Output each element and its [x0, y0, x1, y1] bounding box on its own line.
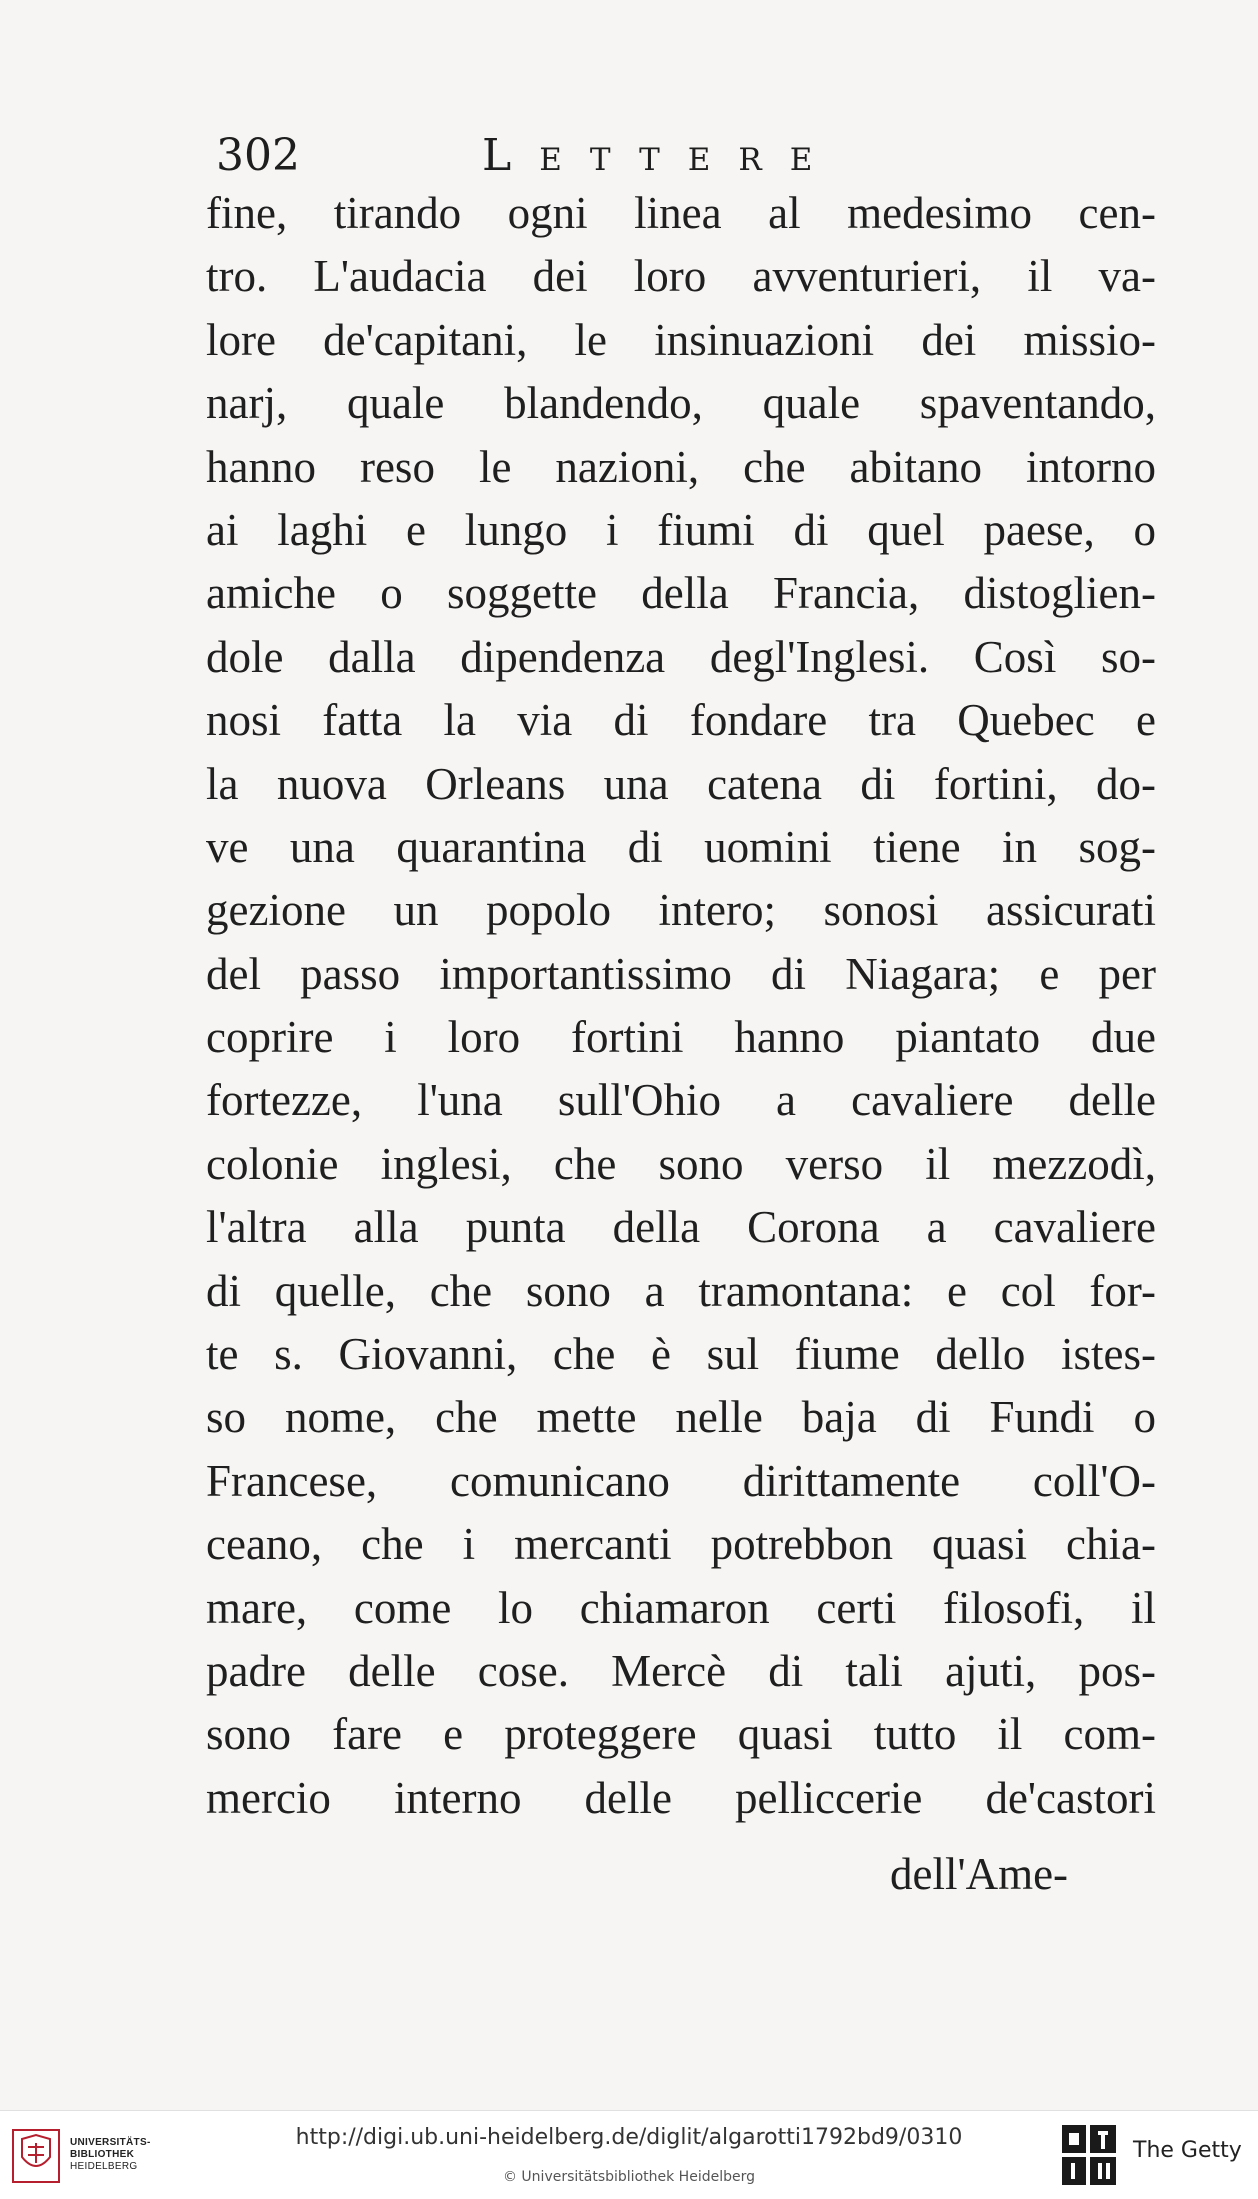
text-line: ceano, che i mercanti potrebbon quasi chia- — [206, 1519, 1156, 1570]
text-line: tro. L'audacia dei loro avventurieri, il va- — [206, 251, 1156, 302]
text-line: lore de'capitani, le insinuazioni dei missio- — [206, 314, 1156, 365]
text-line: nosi fatta la via di fondare tra Quebec e — [206, 695, 1156, 746]
library-name-line-2: BIBLIOTHEK — [70, 2149, 135, 2160]
getty-name: The Getty — [1133, 2138, 1242, 2163]
permalink-link[interactable]: http://digi.ub.uni-heidelberg.de/diglit/algarotti1792bd9/0310 — [295, 2125, 963, 2150]
text-line: di quelle, che sono a tramontana: e col for- — [206, 1265, 1156, 1316]
text-line: ve una quarantina di uomini tiene in sog- — [206, 821, 1156, 872]
text-line: Francese, comunicano dirittamente coll'O- — [206, 1455, 1156, 1506]
text-line: ai laghi e lungo i fiumi di quel paese, o — [206, 504, 1156, 555]
text-line: narj, quale blandendo, quale spaventando, — [206, 378, 1156, 429]
library-name-line-1: UNIVERSITÄTS- — [70, 2137, 151, 2148]
body-text — [206, 182, 1156, 1830]
text-line: gezione un popolo intero; sonosi assicurati — [206, 885, 1156, 936]
text-line: coprire i loro fortini hanno piantato due — [206, 1012, 1156, 1063]
text-line: fortezze, l'una sull'Ohio a cavaliere delle — [206, 1075, 1156, 1126]
catchword: dell'Ame- — [890, 1849, 1069, 1899]
text-line: dole dalla dipendenza degl'Inglesi. Così so- — [206, 631, 1156, 682]
text-line: fine, tirando ogni linea al medesimo cen- — [206, 188, 1156, 238]
text-line: l'altra alla punta della Corona a cavaliere — [206, 1202, 1156, 1253]
text-line: hanno reso le nazioni, che abitano intorno — [206, 441, 1156, 492]
text-line: mare, come lo chiamaron certi filosofi, il — [206, 1582, 1156, 1633]
text-line: mercio interno delle pelliccerie de'castori — [206, 1772, 1156, 1823]
getty-logo-icon[interactable] — [1060, 2123, 1118, 2187]
page-number: 302 — [216, 130, 300, 181]
text-line: padre delle cose. Mercè di tali ajuti, pos- — [206, 1645, 1156, 1696]
text-line: amiche o soggette della Francia, distoglien- — [206, 568, 1156, 619]
library-name-line-3: HEIDELBERG — [70, 2161, 138, 2172]
text-line: te s. Giovanni, che è sul fiume dello istes- — [206, 1329, 1156, 1380]
copyright-notice: © Universitätsbibliothek Heidelberg — [502, 2169, 755, 2185]
viewer-footer — [0, 2110, 1258, 2199]
text-line: colonie inglesi, che sono verso il mezzodì, — [206, 1138, 1156, 1189]
text-line: del passo importantissimo di Niagara; e per — [206, 948, 1156, 999]
text-line: sono fare e proteggere quasi tutto il com- — [206, 1709, 1156, 1760]
text-line: la nuova Orleans una catena di fortini, do- — [206, 758, 1156, 809]
text-line: so nome, che mette nelle baja di Fundi o — [206, 1392, 1156, 1443]
running-title: Lettere — [482, 130, 841, 181]
page-header — [212, 130, 1132, 190]
